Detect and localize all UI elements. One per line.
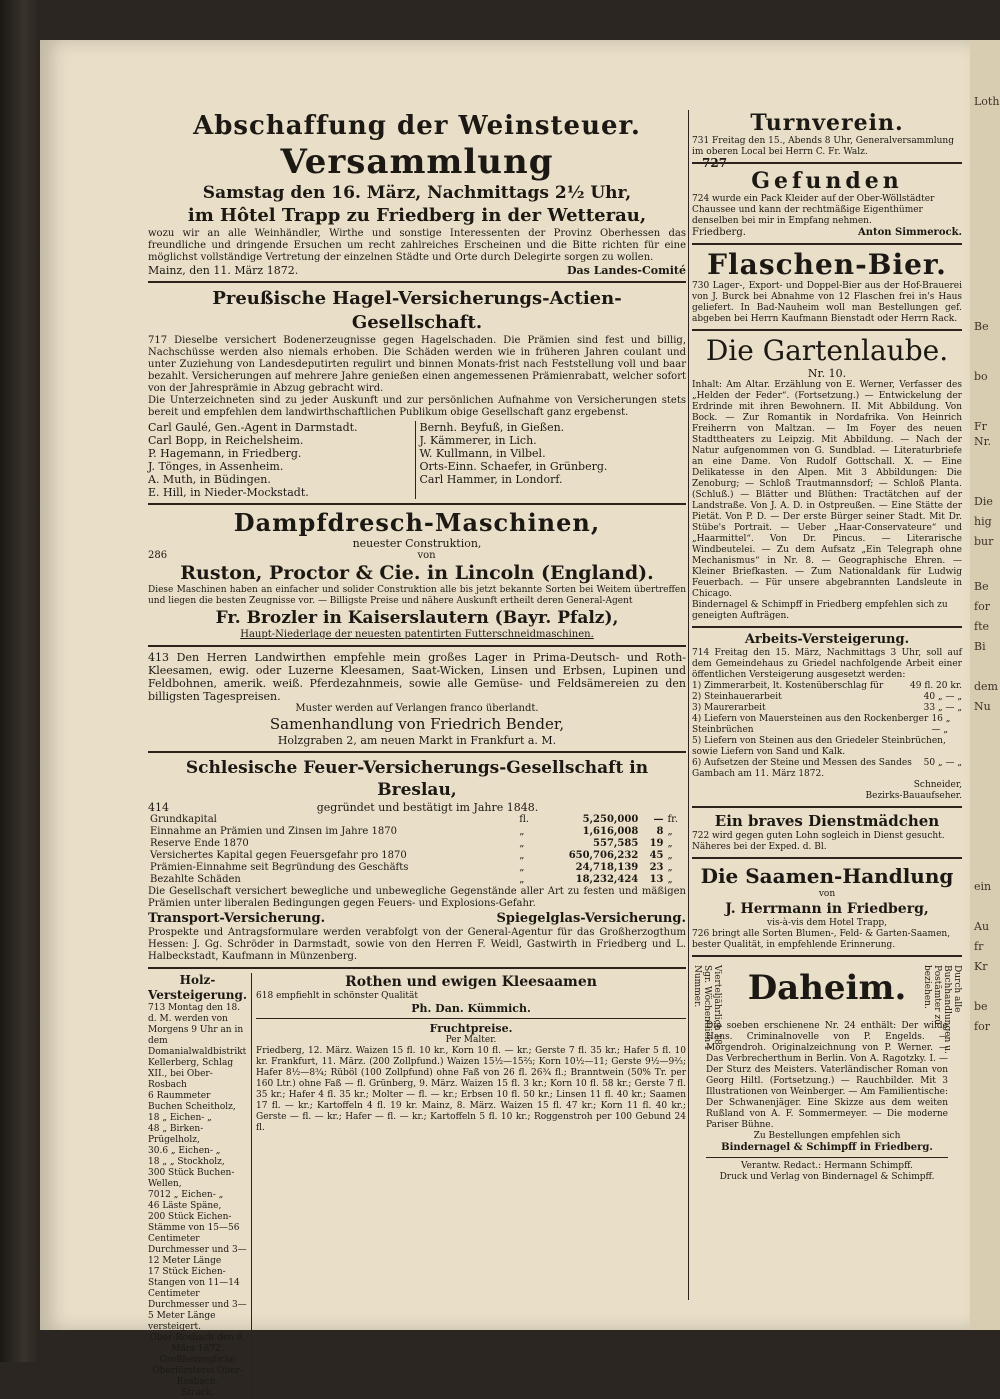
divider <box>692 626 962 628</box>
divider <box>692 806 962 808</box>
ad-kleesaamen-kuemmich <box>252 973 686 1399</box>
ad-hagel-body2: Die Unterzeichneten sind zu jeder Auskunft und zur persönlichen Aufnahme von Versicherungen stets bereit und empfehlen dem landwirthschaftlichen Publikum obige Gesellschaft ganz ergebenst. <box>148 395 686 418</box>
ad-hagel-title: Preußische Hagel-Versicherungs-Actien-Gesellschaft. <box>212 288 622 333</box>
daheim-footer2: Druck und Verlag von Bindernagel & Schimpff. <box>719 1172 935 1182</box>
agent: W. Kullmann, in Vilbel. <box>419 447 546 460</box>
ad-dampf-maker: Ruston, Proctor & Cie. in Lincoln (England). <box>180 562 654 584</box>
edge-fragment: bur <box>974 535 994 548</box>
ad-kleesamen-bender <box>148 651 686 747</box>
edge-fragment: fte <box>974 620 990 633</box>
ad-dampf-title: Dampfdresch-Maschinen, <box>233 508 601 537</box>
list-item: 1) Zimmerarbeit, lt. Kostenüberschlag für 49 fl. 20 kr. <box>692 681 962 691</box>
bottom-split <box>148 973 686 1399</box>
agent: P. Hagemann, in Friedberg. <box>148 447 302 460</box>
ad-weinsteuer-body: wozu wir an alle Weinhändler, Wirthe und sonstige Interessenten der Provinz Oberhessen das freundliche und dringende Ersuchen um recht zahlreiches Erscheinen und die Bitte richten für eine möglichst vollständige Vertretung der einzelnen Städte und Orte durch Delegirte sorgen zu wollen. <box>148 228 686 263</box>
list-item: 18 „ „ Stockholz, <box>148 1157 225 1167</box>
divider <box>148 503 686 505</box>
ad-turnverein <box>692 110 962 158</box>
ad-dampf-body: Diese Maschinen haben an einfacher und solider Construktion alle bis jetzt bekannte Sorten bei Weitem übertreffen und liegen die besten Zeugnisse vor. — Billigste Preise und nähere Auskunft ertheilt deren General-Agent <box>148 585 686 606</box>
daheim-footer1: Verantw. Redact.: Hermann Schimpff. <box>740 1161 914 1171</box>
agent: Carl Gaulé, Gen.-Agent in Darmstadt. <box>148 421 358 434</box>
list-item: 30.6 „ Eichen- „ <box>148 1146 221 1156</box>
table-row: Einnahme an Prämien und Zinsen im Jahre 1870 „ 1,616,008 8 „ <box>150 826 673 837</box>
flaschen-body: 730 Lager-, Export- und Doppel-Bier aus der Hof-Brauerei von J. Burck bei Abnahme von 12 Flaschen frei in's Haus geliefert. In Bad-Nauheim woll man Bestellungen gef. abgeben bei Herrn Kaufmann Bienstadt oder Herrn Rack. <box>692 281 962 324</box>
divider <box>692 162 962 164</box>
agent: Bernh. Beyfuß, in Gießen. <box>419 421 565 434</box>
prices-title: Fruchtpreise. <box>429 1022 513 1035</box>
table-row: Reserve Ende 1870 „ 557,585 19 „ <box>150 838 673 849</box>
edge-fragment: for <box>974 600 990 613</box>
prices-sub: Per Malter. <box>445 1035 497 1045</box>
divider <box>148 281 686 283</box>
gefunden-body: 724 wurde ein Pack Kleider auf der Ober-Wöllstädter Chaussee und kann der rechtmäßige Eigenthümer denselben bei mir in Empfang nehmen. <box>692 194 935 226</box>
ad-dampf-footer: Haupt-Niederlage der neuesten patentirten Futterschneidmaschinen. <box>240 629 594 640</box>
ad-saamen-handlung <box>692 863 962 951</box>
ad-bender-address: Holzgraben 2, am neuen Markt in Frankfurt a. M. <box>277 734 557 747</box>
agent: A. Muth, in Büdingen. <box>148 473 271 486</box>
daheim-side-left: Vierteljährlich 18 Sgr. Wöchentlich 1 Nummer. <box>692 965 722 1051</box>
edge-fragment: Die <box>974 495 993 508</box>
ad-dampfdresch <box>148 509 686 641</box>
edge-fragment: ein <box>974 880 992 893</box>
list-item: 17 Stück Eichen-Stangen von 11—14 Centimeter Durchmesser und 3—5 Meter Länge <box>148 1267 247 1321</box>
ad-dampf-subtitle: neuester Construktion, <box>352 537 482 550</box>
list-item: 6 Raummeter Buchen Scheitholz, <box>148 1091 236 1112</box>
ad-daheim <box>692 961 962 1183</box>
arbeits-title: Arbeits-Versteigerung. <box>744 632 910 647</box>
list-item: 48 „ Birken-Prügelholz, <box>148 1124 204 1145</box>
ad-kuemmich-body: 618 empfiehlt in schönster Qualität <box>256 991 419 1001</box>
gartenlaube-title: Die Gartenlaube. <box>705 334 949 367</box>
left-column <box>148 110 686 1398</box>
ad-hagel-agents-left <box>148 421 415 499</box>
table-row: Bezahlte Schäden „ 18,232,424 13 „ <box>150 874 673 885</box>
ad-dampf-von: von <box>417 550 436 561</box>
dienst-body: 722 wird gegen guten Lohn sogleich in Dienst gesucht. Näheres bei der Exped. d. Bl. <box>692 831 945 852</box>
edge-fragment: be <box>974 1000 988 1013</box>
divider <box>148 751 686 753</box>
daheim-firm: Bindernagel & Schimpff in Friedberg. <box>721 1142 933 1153</box>
ad-weinsteuer-place-date: Mainz, den 11. März 1872. <box>148 264 299 277</box>
edge-fragment: for <box>974 1020 990 1033</box>
list-item: 2) Steinhauerarbeit 40 „ — „ <box>692 692 962 702</box>
arbeits-place-date: Gambach am 11. März 1872. <box>692 769 825 779</box>
saamen-title: Die Saamen-Handlung <box>700 864 954 888</box>
ad-flaschen-bier <box>692 249 962 325</box>
ad-kuemmich-title: Rothen und ewigen Kleesaamen <box>345 974 597 990</box>
ad-holz-title: Holz-Versteigerung. <box>148 973 248 1002</box>
ad-weinsteuer-headline: Abschaffung der Weinsteuer. <box>193 111 641 141</box>
edge-fragment: hig <box>974 515 992 528</box>
gartenlaube-nr: Nr. 10. <box>807 367 847 380</box>
ad-kuemmich-firm: Ph. Dan. Kümmich. <box>411 1002 531 1015</box>
table-row: Grundkapital fl. 5,250,000 — fr. <box>150 814 679 825</box>
list-item: 4) Liefern von Mauersteinen aus den Rockenberger Steinbrüchen 16 „ — „ <box>692 714 951 735</box>
page-number: 727 <box>702 156 728 170</box>
daheim-title: Daheim. <box>747 968 907 1008</box>
right-column <box>692 110 962 1300</box>
ad-feuer-num: 414 <box>148 801 169 814</box>
edge-fragment: Be <box>974 580 989 593</box>
prices-text: Friedberg, 12. März. Waizen 15 fl. 10 kr., Korn 10 fl. — kr.; Gerste 7 fl. 35 kr.; Hafer 5 fl. 10 kr. Frankfurt, 11. März. (200 Zollpfund.) Waizen 15½—15⅔; Korn 10½—11; Gerste 9½—9⅔; Hafer 8½—8¾; Rüböl (100 Zollpfund) ohne Faß von 26 fl. 26¾ fl.; Branntwein (50% Tr. per 160 Ltr.) ohne Faß — fl. Grünberg, 9. März. Waizen 15 fl. 3 kr.; Korn 10 fl. 58 kr.; Gerste 7 fl. 35 kr.; Hafer 4 fl. 35 kr.; Molter — fl. — kr.; Erbsen 10 fl. 50 kr.; Linsen 11 fl. 40 kr.; Saamen 17 fl. — kr.; Kartoffeln 4 fl. 19 kr. Mainz, 8. März. Waizen 15 fl. 47 kr.; Korn 11 fl. 40 kr.; Gerste — fl. — kr.; Hafer — fl. — kr.; Kartoffeln 5 fl. 10 kr.; Roggenstroh per 100 Gebund 24 fl. <box>256 1046 686 1133</box>
arbeits-name: Schneider, <box>913 780 962 790</box>
ad-holz-items <box>148 1091 247 1322</box>
divider <box>692 243 962 245</box>
list-item: 18 „ Eichen- „ <box>148 1113 212 1123</box>
ad-weinsteuer <box>148 110 686 277</box>
edge-fragment: Bi <box>974 640 986 653</box>
list-item: 7012 „ Eichen- „ <box>148 1190 224 1200</box>
ad-holz-place-date: Ober-Rosbach den 9. März 1872. <box>149 1333 246 1354</box>
column-divider <box>688 110 689 1300</box>
ad-holz-versteigerung <box>148 973 252 1399</box>
ad-bender-body: 413 Den Herren Landwirthen empfehle mein großes Lager in Prima-Deutsch- und Roth-Kleesamen, ewig. oder Luzerne Kleesamen, Saat-Wicken, Linsen und Erbsen, Lupinen und Feldbohnen, amerik. weiß. Pferdezahnmeis, sowie alle Gemüse- und Feldsämereien zu den billigsten Tagespreisen. <box>148 651 686 703</box>
gefunden-title: Gefunden <box>751 168 903 194</box>
edge-fragment: Kr <box>974 960 988 973</box>
ad-weinsteuer-signer: Das Landes-Comité <box>567 264 686 277</box>
arbeits-role: Bezirks-Bauaufseher. <box>865 791 962 801</box>
edge-fragment: Be <box>974 320 989 333</box>
arbeits-items <box>692 681 962 769</box>
edge-fragments <box>970 40 1000 1330</box>
ad-holz-closing: versteigert. <box>148 1322 202 1332</box>
agent: J. Tönges, in Assenheim. <box>148 460 284 473</box>
ad-feuer-transport: Transport-Versicherung. <box>148 911 326 926</box>
dienst-title: Ein braves Dienstmädchen <box>714 812 940 830</box>
list-item: 46 Läste Späne, <box>148 1201 222 1211</box>
divider <box>692 857 962 859</box>
ad-arbeits-versteigerung <box>692 632 962 802</box>
agent: Carl Bopp, in Reichelsheim. <box>148 434 304 447</box>
ad-bender-firm: Samenhandlung von Friedrich Bender, <box>269 715 565 733</box>
list-item: 5) Liefern von Steinen aus den Griedeler Steinbrüchen, sowie Liefern von Sand und Kalk. <box>692 736 946 757</box>
ad-dampf-agent: Fr. Brozler in Kaiserslautern (Bayr. Pfalz), <box>215 608 619 628</box>
ad-dampf-num: 286 <box>148 550 168 561</box>
edge-fragment: fr <box>974 940 984 953</box>
daheim-side-right: Durch alle Buchhandlungen u. Postämter zu beziehen. <box>922 965 962 1054</box>
ad-feuer-footer: Prospekte und Antragsformulare werden verabfolgt von der General-Agentur für das Großherzogthum Hessen: J. Gg. Schröder in Darmstadt, sowie von den Herren F. Weidl, Gastwirth in Friedberg und L. Halbeckstadt, Kaufmann in Münzenberg. <box>148 927 686 962</box>
divider <box>148 967 686 969</box>
flaschen-title: Flaschen-Bier. <box>707 248 947 281</box>
edge-fragment: Fr <box>974 420 987 433</box>
ad-gefunden <box>692 168 962 239</box>
agent: Carl Hammer, in Londorf. <box>419 473 563 486</box>
ad-weinsteuer-title: Versammlung <box>280 142 554 182</box>
list-item: 6) Aufsetzen der Steine und Messen des Sandes 50 „ — „ <box>692 758 962 768</box>
ad-hagel-agents-right <box>415 421 687 499</box>
ad-holz-office: Großherzogliche Oberförsterei Ober-Rosbach. <box>152 1355 243 1387</box>
edge-fragment: Au <box>974 920 990 933</box>
ad-schlesische-feuer <box>148 757 686 963</box>
ad-holz-name: Strack. <box>181 1388 214 1398</box>
list-item: 300 Stück Buchen-Wellen, <box>148 1168 235 1189</box>
turnverein-title: Turnverein. <box>750 110 904 136</box>
saamen-von: von <box>818 889 836 899</box>
gefunden-place: Friedberg. <box>692 227 746 238</box>
saamen-vis: vis-à-vis dem Hotel Trapp, <box>767 918 887 928</box>
gartenlaube-body: Inhalt: Am Altar. Erzählung von E. Werner, Verfasser des „Helden der Feder“. (Fortsetzung.) — Entwickelung der Erdrinde mit ihren Bewohnern. II. Mit Abbildung. Von Bock. — Zur Romantik in Nordafrika. Von Heinrich Freiherrn von Maltzan. — Im Foyer des neuen Stadttheaters zu Leipzig. Mit Abbildung. — Nach der Natur aufgenommen von G. Sundblad. — Literaturbriefe an eine Dame. Von Rudolf Gottschall. X. — Eine Delikatesse in den Alpen. Mit 3 Abbildungen: Die Zenoburg; — Schloß Trautmannsdorf; — Schloß Planta. (Schluß.) — Blätter und Blüthen: Tractätchen auf der Landstraße. Von J. A. D. in Ostpreußen. — Eine Stätte der Pietät. Von P. D. — Der erste Bürger seiner Stadt. Mit Dr. Stübe's Portrait. — Ueber „Haar-Conservateure“ und „Haarmittel“. Von Dr. Pincus. — Literarische Windbeutelei. — Zu dem Aufsatz „Ein Telegraph ohne Mechanismus“ in Nr. 8. — Geographische Ehren. — Kleiner Briefkasten. — Zum Nationaldank für Ludwig Feuerbach. — Für unsere abgebrannten Landsleute in Chicago. <box>692 380 962 599</box>
book-binding <box>0 0 40 1362</box>
ad-feuer-spiegel: Spiegelglas-Versicherung. <box>496 911 686 926</box>
divider <box>256 1018 686 1019</box>
ad-weinsteuer-date: Samstag den 16. März, Nachmittags 2½ Uhr, <box>202 183 632 203</box>
edge-fragment: bo <box>974 370 988 383</box>
daheim-body: Die soeben erschienene Nr. 24 enthält: Der wilde Hans. Criminalnovelle von P. Engelds. — Morgendroh. Originalzeichnung von P. Werner. — Das Verbrecherthum in Berlin. Von A. Ragotzky. I. — Der Sturz des Meisters. Vaterländischer Roman von Georg Hiltl. (Fortsetzung.) — Rauchbilder. Mit 3 Illustrationen von Weinberger. — Am Familientische: Der Schwanenjäger. Eine Skizze aus dem weiten Rußland von A. F. Sommermeyer. — Die moderne Pariser Bühne. <box>706 1021 948 1130</box>
ad-hagel-body1: 717 Dieselbe versichert Bodenerzeugnisse gegen Hagelschaden. Die Prämien sind fest und billig, Nachschüsse werden also niemals erhoben. Die Schäden werden wie in früheren Jahren coulant und unter Zuziehung von Landesdeputirten regulirt und binnen Monats-frist nach Feststellung voll und baar bezahlt. Versicherungen auf mehrere Jahre genießen einen angemessenen Prämienrabatt, welcher sofort von der Jahresprämie in Abzug gebracht wird. <box>148 335 686 394</box>
edge-fragment: dem <box>974 680 998 693</box>
ad-feuer-founded: gegründet und bestätigt im Jahre 1848. <box>316 801 539 814</box>
daheim-orders: Zu Bestellungen empfehlen sich <box>753 1131 901 1141</box>
edge-fragment: Loth <box>974 95 1000 108</box>
agent: J. Kämmerer, in Lich. <box>419 434 537 447</box>
gartenlaube-footer: Bindernagel & Schimpff in Friedberg empfehlen sich zu geneigten Aufträgen. <box>692 600 948 621</box>
table-row: Prämien-Einnahme seit Begründung des Geschäfts „ 24,718,139 23 „ <box>150 862 673 873</box>
ad-feuer-table <box>148 814 686 886</box>
ad-weinsteuer-venue: im Hôtel Trapp zu Friedberg in der Wetterau, <box>187 205 647 226</box>
gefunden-name: Anton Simmerock. <box>857 227 962 238</box>
saamen-body: 726 bringt alle Sorten Blumen-, Feld- & Garten-Saamen, bester Qualität, in empfehlende Erinnerung. <box>692 929 951 950</box>
ad-gartenlaube <box>692 335 962 622</box>
list-item: 3) Maurerarbeit 33 „ — „ <box>692 703 962 713</box>
turnverein-body: 731 Freitag den 15., Abends 8 Uhr, Generalversammlung im oberen Local bei Herrn C. Fr. Walz. <box>692 136 954 157</box>
ad-feuer-title: Schlesische Feuer-Versicherungs-Gesellschaft in Breslau, <box>185 758 649 800</box>
ad-dienstmaedchen <box>692 812 962 853</box>
edge-fragment: Nr. <box>974 435 992 448</box>
table-row: Versichertes Kapital gegen Feuersgefahr pro 1870 „ 650,706,232 45 „ <box>150 850 673 861</box>
list-item: 200 Stück Eichen-Stämme von 15—56 Centimeter Durchmesser und 3—12 Meter Länge <box>148 1212 247 1266</box>
divider <box>692 955 962 957</box>
ad-bender-muster: Muster werden auf Verlangen franco überlandt. <box>295 703 539 714</box>
arbeits-intro: 714 Freitag den 15. März, Nachmittags 3 Uhr, soll auf dem Gemeindehaus zu Griedel nachfolgende Arbeit einer öffentlichen Versteigerung ausgesetzt werden: <box>692 648 962 680</box>
saamen-firm: J. Herrmann in Friedberg, <box>725 901 929 917</box>
agent: E. Hill, in Nieder-Mockstadt. <box>148 486 309 499</box>
ad-feuer-body: Die Gesellschaft versichert bewegliche und unbewegliche Gegenstände aller Art zu festen und mäßigen Prämien unter liberalen Bedingungen gegen Feuers- und Explosions-Gefahr. <box>148 886 686 909</box>
agent: Orts-Einn. Schaefer, in Grünberg. <box>419 460 608 473</box>
divider <box>148 645 686 647</box>
divider <box>706 1157 948 1158</box>
ad-hagel-versicherung <box>148 287 686 499</box>
edge-fragment: Nu <box>974 700 991 713</box>
divider <box>692 329 962 331</box>
ad-holz-intro: 713 Montag den 18. d. M. werden von Morgens 9 Uhr an in dem Domanialwaldbistrikt Kellerberg, Schlag XII., bei Ober-Rosbach <box>148 1003 247 1090</box>
